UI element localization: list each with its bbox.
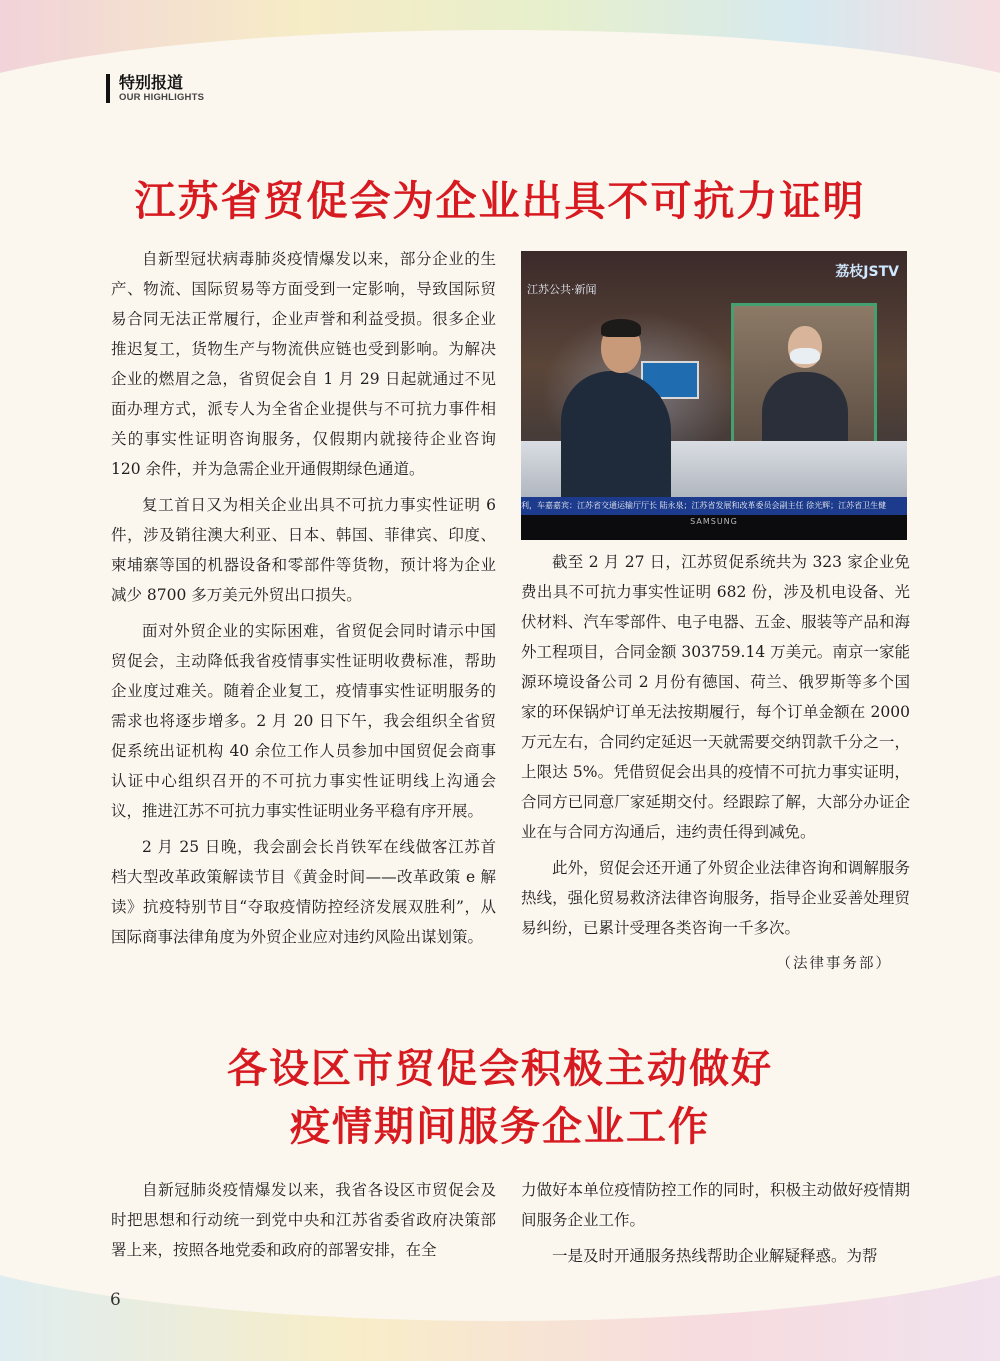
news-ticker: 利，车嘉嘉宾：江苏省交通运输厅厅长 陆永泉；江苏省发展和改革委员会副主任 徐光辉；江苏省卫生健 <box>521 497 907 515</box>
article1-left-column <box>111 244 496 958</box>
section-tag-cn: 特别报道 <box>119 73 184 92</box>
tv-interview-photo <box>521 251 907 540</box>
guest-figure <box>762 372 848 441</box>
article1-signature: （法律事务部） <box>776 956 892 972</box>
page-number: 6 <box>110 1290 121 1310</box>
channel-label: 江苏公共·新闻 <box>527 283 597 296</box>
tv-brand: SAMSUNG <box>690 517 738 526</box>
article1-paragraph: 截至 2 月 27 日，江苏贸促系统共为 323 家企业免费出具不可抗力事实性证明 682 份，涉及机电设备、光伏材料、汽车零部件、电子电器、五金、服装等产品和海外工程项目，合同金额 303759.14 万美元。南京一家能源环境设备公司 2 月份有德国、荷兰、俄罗斯等多个国家的环保锅炉订单无法按期履行，每个订单金额在 2000 万元左右，合同约定延迟一天就需要交纳罚款千分之一，上限达 5%。凭借贸促会出具的疫情不可抗力事实证明，合同方已同意厂家延期交付。经跟踪了解，大部分办证企业在与合同方沟通后，违约责任得到减免。 <box>521 553 910 841</box>
article2-paragraph: 自新冠肺炎疫情爆发以来，我省各设区市贸促会及时把思想和行动统一到党中央和江苏省委省政府决策部署上来，按照各地党委和政府的部署安排，在全 <box>111 1181 496 1259</box>
article1-paragraph: 自新型冠状病毒肺炎疫情爆发以来，部分企业的生产、物流、国际贸易等方面受到一定影响，导致国际贸易合同无法正常履行，企业声誉和利益受损。很多企业推迟复工，货物生产与物流供应链也受到影响。为解决企业的燃眉之急，省贸促会自 1 月 29 日起就通过不见面办理方式，派专人为全省企业提供与不可抗力事件相关的事实性证明咨询服务，仅假期内就接待企业咨询 120 余件，并为急需企业开通假期绿色通道。 <box>111 250 496 478</box>
article2-paragraph-continued: 力做好本单位疫情防控工作的同时，积极主动做好疫情期间服务企业工作。 <box>521 1181 910 1229</box>
top-decorative-mask <box>0 30 1000 190</box>
host-figure <box>561 371 671 501</box>
section-tag <box>106 74 204 103</box>
article1-title: 江苏省贸促会为企业出具不可抗力证明 <box>134 177 866 225</box>
article1-paragraph: 面对外贸企业的实际困难，省贸促会同时请示中国贸促会，主动降低我省疫情事实性证明收费标准，帮助企业度过难关。随着企业复工，疫情事实性证明服务的需求也将逐步增多。2 月 20 日下午，我会组织全省贸促系统出证机构 40 余位工作人员参加中国贸促会商事认证中心组织召开的不可抗力事实性证明线上沟通会议，推进江苏不可抗力事实性证明业务平稳有序开展。 <box>111 622 496 820</box>
section-tag-en: OUR HIGHLIGHTS <box>119 92 205 103</box>
article2-title <box>0 1040 1000 1156</box>
station-logo: 荔枝JSTV <box>835 264 899 280</box>
article2-paragraph: 一是及时开通服务热线帮助企业解疑释惑。为帮 <box>552 1247 878 1265</box>
article2-right-column <box>521 1175 910 1277</box>
article1-paragraph: 复工首日又为相关企业出具不可抗力事实性证明 6 件，涉及销往澳大利亚、日本、韩国、菲律宾、印度、柬埔寨等国的机器设备和零部件等货物，预计将为企业减少 8700 多万美元外贸出口损失。 <box>111 496 496 604</box>
article2-title-line2: 疫情期间服务企业工作 <box>290 1103 710 1150</box>
guest-video-inset <box>731 303 877 444</box>
article1-right-column <box>521 547 910 979</box>
guest-face-mask <box>790 348 820 364</box>
article2-title-line1: 各设区市贸促会积极主动做好 <box>227 1045 773 1092</box>
article1-paragraph: 此外，贸促会还开通了外贸企业法律咨询和调解服务热线，强化贸易救济法律咨询服务，指导企业妥善处理贸易纠纷，已累计受理各类咨询一千多次。 <box>521 859 910 937</box>
article2-left-column <box>111 1175 496 1271</box>
host-hair <box>601 319 641 337</box>
article1-paragraph: 2 月 25 日晚，我会副会长肖铁军在线做客江苏首档大型改革政策解读节目《黄金时间——改革政策 e 解读》抗疫特别节目“夺取疫情防控经济发展双胜利”，从国际商事法律角度为外贸企业应对违约风险出谋划策。 <box>111 838 496 946</box>
